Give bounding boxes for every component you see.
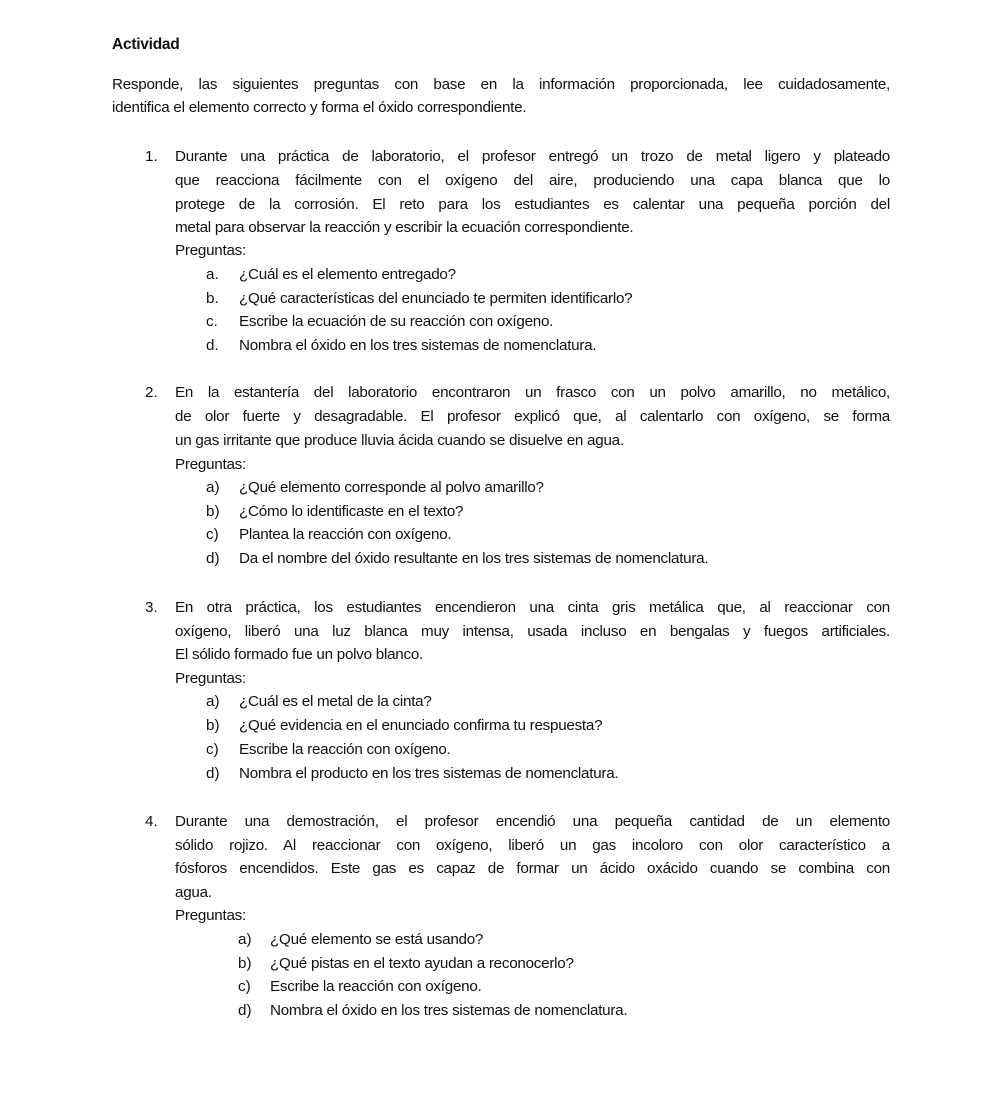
question-text-line: Durante una práctica de laboratorio, el profesor entregó un trozo de metal ligero y plateado [175, 148, 890, 165]
sub-question-label: d) [206, 765, 220, 782]
question-text-line: protege de la corrosión. El reto para los estudiantes es calentar una pequeña porción del [175, 196, 890, 213]
sub-question-label: c) [238, 978, 251, 995]
sub-question-label: c. [206, 313, 218, 330]
question-text-line: En otra práctica, los estudiantes encendieron una cinta gris metálica que, al reaccionar con [175, 599, 890, 616]
sub-question-label: a) [206, 693, 220, 710]
question-text-line: oxígeno, liberó una luz blanca muy intensa, usada incluso en bengalas y fuegos artificiales. [175, 623, 890, 640]
sub-question-text: ¿Qué pistas en el texto ayudan a reconocerlo? [270, 955, 574, 972]
question-text-line: metal para observar la reacción y escribir la ecuación correspondiente. [175, 219, 634, 236]
sub-question-text: Nombra el óxido en los tres sistemas de nomenclatura. [270, 1002, 628, 1019]
sub-question-text: ¿Cómo lo identificaste en el texto? [239, 503, 464, 520]
sub-question-label: b) [238, 955, 252, 972]
question-text-line: Durante una demostración, el profesor encendió una pequeña cantidad de un elemento [175, 813, 890, 830]
sub-question-label: c) [206, 741, 219, 758]
sub-question-text: Escribe la ecuación de su reacción con oxígeno. [239, 313, 554, 330]
sub-question-text: Da el nombre del óxido resultante en los tres sistemas de nomenclatura. [239, 550, 709, 567]
intro-line: identifica el elemento correcto y forma el óxido correspondiente. [112, 99, 527, 116]
sub-question-text: Escribe la reacción con oxígeno. [239, 741, 451, 758]
question-text-line: agua. [175, 884, 212, 901]
preguntas-label: Preguntas: [175, 907, 246, 924]
question-number: 4. [145, 813, 158, 830]
preguntas-label: Preguntas: [175, 242, 246, 259]
intro-line: Responde, las siguientes preguntas con base en la información proporcionada, lee cuidadosamente, [112, 76, 890, 93]
question-number: 1. [145, 148, 158, 165]
sub-question-text: ¿Cuál es el elemento entregado? [239, 266, 456, 283]
sub-question-label: a. [206, 266, 219, 283]
question-text-line: de olor fuerte y desagradable. El profesor explicó que, al calentarlo con oxígeno, se forma [175, 408, 890, 425]
question-text-line: En la estantería del laboratorio encontraron un frasco con un polvo amarillo, no metálico, [175, 384, 890, 401]
question-text-line: que reacciona fácilmente con el oxígeno del aire, produciendo una capa blanca que lo [175, 172, 890, 189]
sub-question-label: a) [206, 479, 220, 496]
sub-question-label: b) [206, 717, 220, 734]
sub-question-text: ¿Qué evidencia en el enunciado confirma tu respuesta? [239, 717, 603, 734]
sub-question-label: c) [206, 526, 219, 543]
question-text-line: sólido rojizo. Al reaccionar con oxígeno, liberó un gas incoloro con olor característico a [175, 837, 890, 854]
sub-question-text: ¿Cuál es el metal de la cinta? [239, 693, 432, 710]
sub-question-label: d) [206, 550, 220, 567]
sub-question-text: ¿Qué elemento se está usando? [270, 931, 484, 948]
question-text-line: un gas irritante que produce lluvia ácida cuando se disuelve en agua. [175, 432, 624, 449]
sub-question-label: b) [206, 503, 220, 520]
question-text-line: El sólido formado fue un polvo blanco. [175, 646, 424, 663]
sub-question-label: b. [206, 290, 219, 307]
sub-question-text: Nombra el óxido en los tres sistemas de nomenclatura. [239, 337, 597, 354]
sub-question-text: ¿Qué características del enunciado te permiten identificarlo? [239, 290, 633, 307]
sub-question-text: ¿Qué elemento corresponde al polvo amarillo? [239, 479, 544, 496]
page-title: Actividad [112, 36, 180, 53]
sub-question-text: Nombra el producto en los tres sistemas de nomenclatura. [239, 765, 619, 782]
sub-question-text: Plantea la reacción con oxígeno. [239, 526, 452, 543]
question-text-line: fósforos encendidos. Este gas es capaz de formar un ácido oxácido cuando se combina con [175, 860, 890, 877]
question-number: 3. [145, 599, 158, 616]
sub-question-text: Escribe la reacción con oxígeno. [270, 978, 482, 995]
question-number: 2. [145, 384, 158, 401]
sub-question-label: d. [206, 337, 219, 354]
sub-question-label: a) [238, 931, 252, 948]
preguntas-label: Preguntas: [175, 456, 246, 473]
sub-question-label: d) [238, 1002, 252, 1019]
preguntas-label: Preguntas: [175, 670, 246, 687]
